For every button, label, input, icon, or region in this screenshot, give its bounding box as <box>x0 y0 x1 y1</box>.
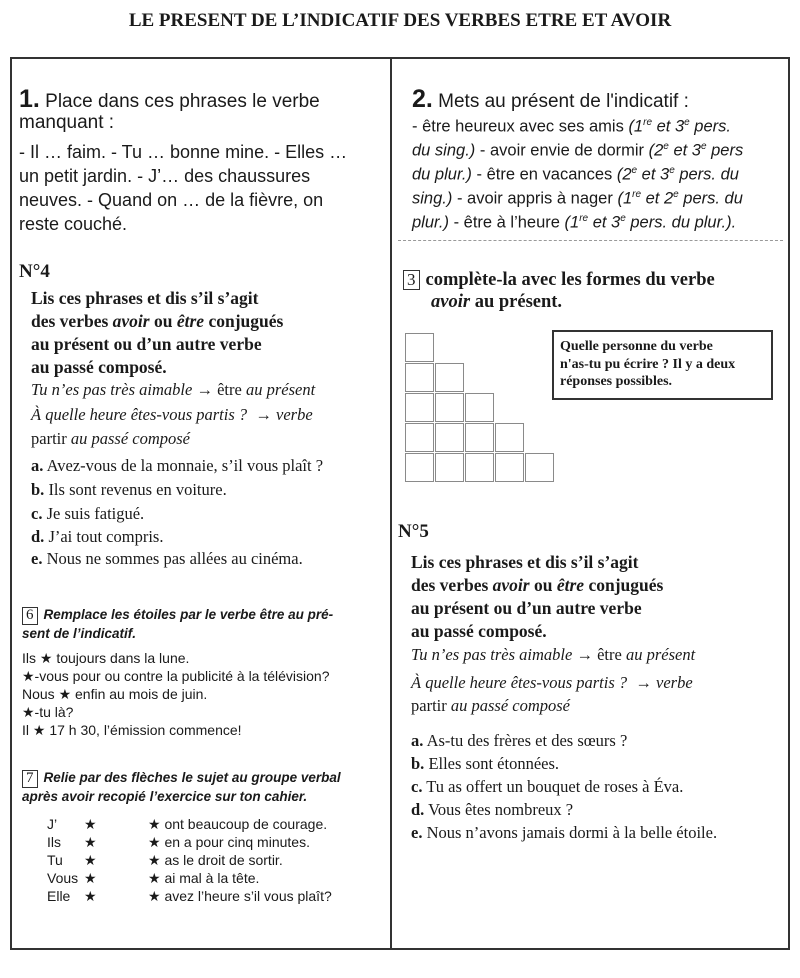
exercise-1-number: 1. <box>19 85 40 113</box>
exercise-1-line: neuves. - Quand on … de la fièvre, on <box>19 190 324 210</box>
no4-example-1: Tu n’es pas très aimable → être au présent <box>31 380 316 399</box>
note-line: Quelle personne du verbe <box>560 339 713 354</box>
grid-cell <box>435 363 464 392</box>
star-icon: ★ <box>84 888 97 904</box>
no4-instruction: des verbes avoir ou être conjugués <box>31 311 284 331</box>
exercise-3 <box>403 268 787 318</box>
page-title: LE PRESENT DE L’INDICATIF DES VERBES ETRE ET AVOIR <box>128 10 672 31</box>
exercise-3-instruction: complète-la avec les formes du verbe <box>425 270 715 290</box>
no5-example-1: Tu n’es pas très aimable → être au présent <box>411 645 696 664</box>
verb-grid <box>405 333 565 493</box>
no4-item: e. Nous ne sommes pas allées au cinéma. <box>31 549 303 568</box>
exercise-6-line: ★-vous pour ou contre la publicité à la télévision? <box>22 668 330 684</box>
no5-instruction: au passé composé. <box>411 621 547 641</box>
grid-cell <box>525 453 554 482</box>
arrow-icon: → <box>576 645 593 664</box>
grid-cell <box>495 453 524 482</box>
no5-instruction: des verbes avoir ou être conjugués <box>411 575 664 595</box>
no5-instruction: au présent ou d’un autre verbe <box>411 598 642 618</box>
exercise-7-subject: Vous <box>47 870 79 886</box>
no5-example-3: partir au passé composé <box>411 696 571 715</box>
no4-item: a. Avez-vous de la monnaie, s’il vous plaît ? <box>31 456 324 475</box>
no4-instruction: au présent ou d’un autre verbe <box>31 334 262 354</box>
grid-cell <box>495 423 524 452</box>
exercise-2-heading: Mets au présent de l'indicatif : <box>438 91 689 112</box>
exercise-1-line: un petit jardin. - J’… des chaussures <box>19 166 311 186</box>
note-line: réponses possibles. <box>560 374 673 389</box>
no5-item: c. Tu as offert un bouquet de roses à Éva. <box>411 777 684 796</box>
no5-item: d. Vous êtes nombreux ? <box>411 800 574 819</box>
grid-cell <box>405 423 434 452</box>
exercise-7-subject: Elle <box>47 888 71 904</box>
section-no5-label: N°5 <box>398 521 429 542</box>
exercise-2-line: du sing.) - avoir envie de dormir (2e et 3e pers <box>412 141 744 160</box>
no4-instruction: Lis ces phrases et dis s’il s’agit <box>31 288 259 308</box>
exercise-1-line: - Il … faim. - Tu … bonne mine. - Elles … <box>19 142 348 162</box>
grid-cell <box>435 453 464 482</box>
arrow-icon: → <box>255 405 272 424</box>
no4-item: c. Je suis fatigué. <box>31 504 145 523</box>
exercise-2-number: 2. <box>412 85 433 113</box>
exercise-7 <box>22 770 387 910</box>
exercise-6-line: ★-tu là? <box>22 704 74 720</box>
note-line: n'as-tu pu écrire ? Il y a deux <box>560 356 736 372</box>
exercise-6-line: Il ★ 17 h 30, l’émission commence! <box>22 722 242 738</box>
exercise-3-number: 3 <box>403 270 420 290</box>
arrow-icon: → <box>196 380 213 399</box>
no5-item: e. Nous n’avons jamais dormi à la belle étoile. <box>411 823 718 842</box>
section-no4-label: N°4 <box>19 261 50 282</box>
grid-cell <box>435 423 464 452</box>
exercise-6-instruction-2: sent de l’indicatif. <box>22 626 137 641</box>
no4-instruction: au passé composé. <box>31 357 167 377</box>
exercise-7-subject: Ils <box>47 834 61 850</box>
exercise-2-line: sing.) - avoir appris à nager (1re et 2e pers. du <box>412 189 743 208</box>
exercise-2-line: plur.) - être à l’heure (1re et 3e pers. du plur.). <box>412 213 737 232</box>
exercise-7-subject: Tu <box>47 852 63 868</box>
no4-example-3: partir au passé composé <box>31 429 191 448</box>
no5-example-2: À quelle heure êtes-vous partis ? → verbe <box>411 673 693 692</box>
grid-cell <box>435 393 464 422</box>
star-icon: ★ <box>84 816 97 832</box>
exercise-1-heading: Place dans ces phrases le verbe <box>45 91 320 112</box>
exercise-3-instruction-2: avoir au présent. <box>431 292 563 312</box>
exercise-7-predicate: ★ ai mal à la tête. <box>148 870 260 886</box>
exercise-7-subject: J’ <box>47 816 58 832</box>
exercise-7-instruction: Relie par des flèches le sujet au groupe verbal <box>43 770 341 785</box>
exercise-7-predicate: ★ as le droit de sortir. <box>148 852 283 868</box>
exercise-6-number: 6 <box>22 607 38 625</box>
grid-cell <box>465 453 494 482</box>
exercise-7-predicate: ★ en a pour cinq minutes. <box>148 834 310 850</box>
exercise-2-line: - être heureux avec ses amis (1re et 3e pers. <box>412 117 731 136</box>
no4-item: d. J’ai tout compris. <box>31 527 164 546</box>
grid-cell <box>405 393 434 422</box>
exercise-6-instruction: Remplace les étoiles par le verbe être au pré- <box>43 607 334 622</box>
no5-instruction: Lis ces phrases et dis s’il s’agit <box>411 552 639 572</box>
column-divider <box>390 57 392 950</box>
star-icon: ★ <box>84 852 97 868</box>
no4-example-2: À quelle heure êtes-vous partis ? → verbe <box>31 405 313 424</box>
no5-item: a. As-tu des frères et des sœurs ? <box>411 731 628 750</box>
star-icon: ★ <box>84 834 97 850</box>
no4-item: b. Ils sont revenus en voiture. <box>31 480 227 499</box>
exercise-7-predicate: ★ ont beaucoup de courage. <box>148 816 328 832</box>
grid-cell <box>465 393 494 422</box>
exercise-2-line: du plur.) - être en vacances (2e et 3e pers. du <box>412 165 739 184</box>
grid-cell <box>465 423 494 452</box>
exercise-7-number: 7 <box>22 770 38 788</box>
no5-item: b. Elles sont étonnées. <box>411 754 560 773</box>
exercise-3-note <box>552 330 773 400</box>
exercise-1-heading-2: manquant : <box>19 112 115 133</box>
exercise-1-line: reste couché. <box>19 214 128 234</box>
exercise-7-predicate: ★ avez l’heure s’il vous plaît? <box>148 888 332 904</box>
exercise-7-instruction-2: après avoir recopié l’exercice sur ton cahier. <box>22 789 308 804</box>
exercise-6-line: Ils ★ toujours dans la lune. <box>22 650 190 666</box>
exercise-6-line: Nous ★ enfin au mois de juin. <box>22 686 208 702</box>
section-separator <box>398 240 783 241</box>
grid-cell <box>405 453 434 482</box>
grid-cell <box>405 333 434 362</box>
grid-cell <box>405 363 434 392</box>
arrow-icon: → <box>635 673 652 692</box>
star-icon: ★ <box>84 870 97 886</box>
